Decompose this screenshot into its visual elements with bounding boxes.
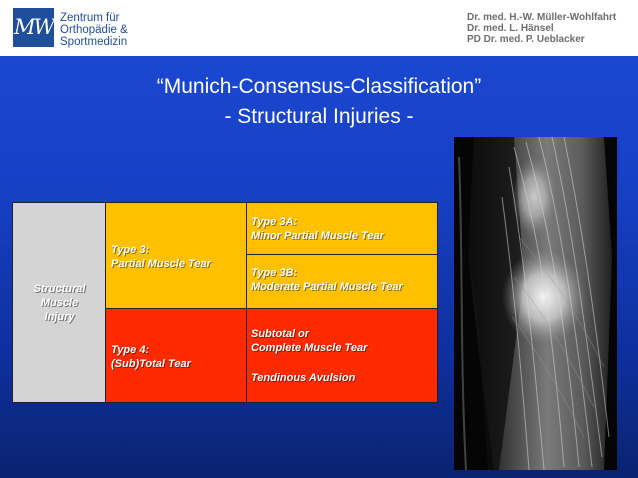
type3-label: Type 3: (111, 244, 150, 256)
doctor-name: PD Dr. med. P. Ueblacker (467, 34, 585, 45)
type3-cell (106, 203, 247, 309)
header-bar (0, 0, 638, 56)
category-label: Injury (44, 311, 75, 323)
mri-scan-image (454, 137, 617, 470)
type4-cell (106, 309, 247, 402)
type3b-label: Type 3B: (251, 267, 298, 279)
logo (13, 8, 54, 47)
logo-mark: MW (13, 15, 54, 39)
mri-scan-graphic (454, 137, 617, 470)
doctor-name: Dr. med. L. Hänsel (467, 23, 554, 34)
type3a-label: Minor Partial Muscle Tear (251, 230, 384, 242)
type3a-label: Type 3A: (251, 216, 298, 228)
logo-text-line: Zentrum für (60, 12, 120, 24)
type4-detail-label: Subtotal or (251, 328, 310, 340)
category-label: Muscle (40, 297, 79, 309)
type4-detail-label: Complete Muscle Tear (251, 342, 368, 354)
type4-label: (Sub)Total Tear (111, 358, 191, 370)
category-label: Structural (33, 283, 86, 295)
type4-detail-label: Tendinous Avulsion (251, 372, 356, 384)
type3a-cell (247, 203, 437, 255)
slide-subtitle: - Structural Injuries - (224, 105, 414, 128)
classification-table (12, 202, 438, 403)
type4-detail-cell (247, 309, 437, 402)
type3b-label: Moderate Partial Muscle Tear (251, 281, 403, 293)
logo-text-line: Orthopädie & (60, 24, 128, 36)
type3-label: Partial Muscle Tear (111, 258, 211, 270)
slide-title: “Munich-Consensus-Classification” (156, 75, 482, 98)
type3b-cell (247, 255, 437, 309)
logo-text-line: Sportmedizin (60, 36, 128, 48)
doctor-name: Dr. med. H.-W. Müller-Wohlfahrt (467, 12, 617, 23)
type4-label: Type 4: (111, 344, 150, 356)
category-cell (13, 203, 106, 402)
